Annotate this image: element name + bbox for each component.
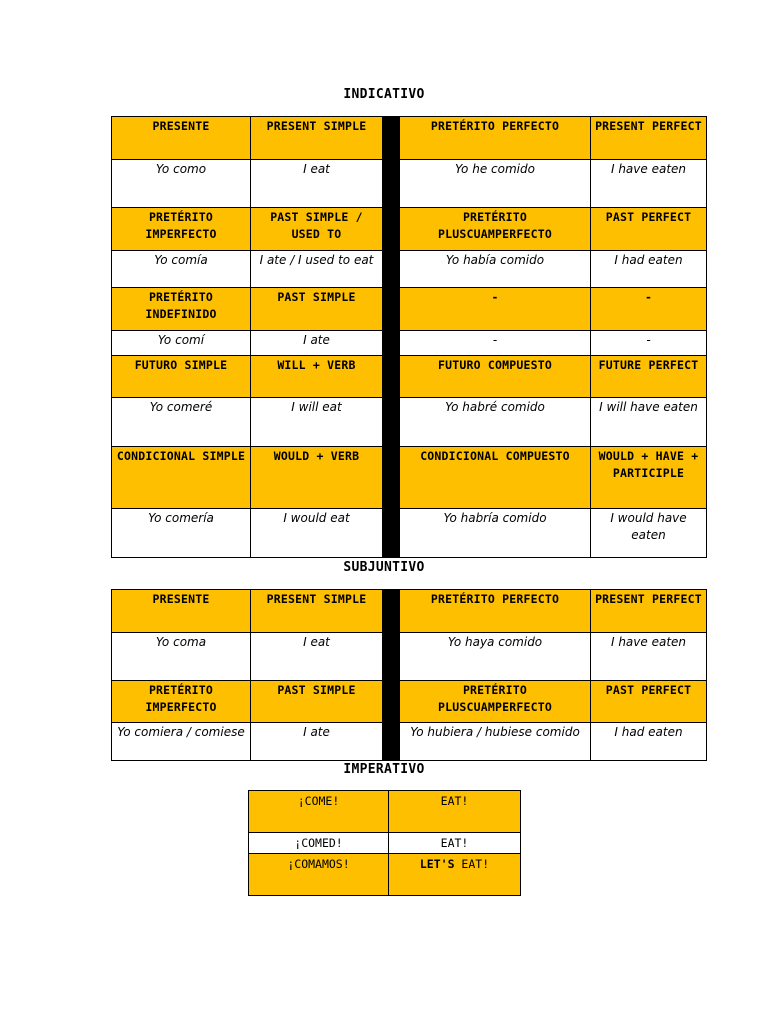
table-cell: I had eaten [591, 251, 707, 288]
table-cell: ¡COMAMOS! [249, 854, 389, 896]
table-cell: PRESENT SIMPLE [251, 590, 383, 633]
table-row [112, 251, 707, 288]
table-cell: I will eat [251, 398, 383, 447]
table-cell: I eat [251, 633, 383, 681]
table-cell: - [400, 331, 591, 356]
table-cell: I ate [251, 723, 383, 761]
table-row [112, 208, 707, 251]
table-cell: PRESENT PERFECT [591, 117, 707, 160]
table-row [112, 590, 707, 633]
table-cell: WOULD + VERB [251, 447, 383, 509]
table-row [112, 160, 707, 208]
table-cell: Yo hubiera / hubiese comido [400, 723, 591, 761]
table-row [112, 331, 707, 356]
table-cell: I will have eaten [591, 398, 707, 447]
table-cell: Yo como [112, 160, 251, 208]
table-cell: PRESENTE [112, 590, 251, 633]
table-row [112, 681, 707, 723]
english-text: EAT! [440, 794, 469, 808]
table-cell [389, 791, 521, 833]
table-row [112, 723, 707, 761]
table-cell: Yo comería [112, 509, 251, 558]
table-row [249, 833, 521, 854]
column-divider [383, 117, 400, 558]
table-cell: WOULD + HAVE + PARTICIPLE [591, 447, 707, 509]
table-cell: Yo he comido [400, 160, 591, 208]
table-cell: PAST SIMPLE [251, 288, 383, 331]
table-cell: WILL + VERB [251, 356, 383, 398]
table-cell: PRETÉRITO IMPERFECTO [112, 208, 251, 251]
table-cell: PRETÉRITO IMPERFECTO [112, 681, 251, 723]
table-cell: ¡COMED! [249, 833, 389, 854]
table-row [112, 356, 707, 398]
imperativo-table [248, 790, 521, 896]
table-cell: PRESENTE [112, 117, 251, 160]
indicativo-table [111, 116, 707, 558]
table-cell: I would have eaten [591, 509, 707, 558]
table-cell: PRETÉRITO PLUSCUAMPERFECTO [400, 681, 591, 723]
table-cell: PRETÉRITO PERFECTO [400, 590, 591, 633]
table-cell: CONDICIONAL COMPUESTO [400, 447, 591, 509]
column-divider [383, 590, 400, 761]
table-cell: Yo habría comido [400, 509, 591, 558]
table-cell: I ate [251, 331, 383, 356]
table-cell: PRESENT PERFECT [591, 590, 707, 633]
indicativo-title: INDICATIVO [343, 87, 425, 102]
table-cell: Yo comiera / comiese [112, 723, 251, 761]
table-cell: PAST SIMPLE / USED TO [251, 208, 383, 251]
table-row [249, 791, 521, 833]
subjuntivo-table [111, 589, 707, 761]
table-cell: ¡COME! [249, 791, 389, 833]
table-cell: PAST SIMPLE [251, 681, 383, 723]
table-cell: FUTURO SIMPLE [112, 356, 251, 398]
table-cell: I had eaten [591, 723, 707, 761]
table-cell: PRETÉRITO INDEFINIDO [112, 288, 251, 331]
table-cell: FUTURE PERFECT [591, 356, 707, 398]
table-row [112, 633, 707, 681]
table-cell: PRETÉRITO PERFECTO [400, 117, 591, 160]
table-cell: Yo comí [112, 331, 251, 356]
table-cell: PAST PERFECT [591, 208, 707, 251]
table-cell: FUTURO COMPUESTO [400, 356, 591, 398]
imperativo-title: IMPERATIVO [343, 762, 425, 777]
table-row [112, 447, 707, 509]
table-row [249, 854, 521, 896]
table-cell: PAST PERFECT [591, 681, 707, 723]
table-cell: CONDICIONAL SIMPLE [112, 447, 251, 509]
table-cell: I would eat [251, 509, 383, 558]
english-text: EAT! [440, 836, 469, 850]
table-cell: Yo coma [112, 633, 251, 681]
table-cell: Yo habré comido [400, 398, 591, 447]
table-cell: Yo haya comido [400, 633, 591, 681]
table-cell: I have eaten [591, 633, 707, 681]
table-row [112, 117, 707, 160]
table-cell: - [591, 331, 707, 356]
table-row [112, 509, 707, 558]
table-row [112, 288, 707, 331]
table-cell: I have eaten [591, 160, 707, 208]
table-cell: I eat [251, 160, 383, 208]
table-cell: PRETÉRITO PLUSCUAMPERFECTO [400, 208, 591, 251]
table-cell: I ate / I used to eat [251, 251, 383, 288]
table-cell [389, 833, 521, 854]
table-cell: Yo comía [112, 251, 251, 288]
table-cell: Yo comeré [112, 398, 251, 447]
table-cell: Yo había comido [400, 251, 591, 288]
table-row [112, 398, 707, 447]
english-text: EAT! [454, 857, 490, 871]
english-bold-text: LET'S [419, 857, 455, 871]
table-cell [389, 854, 521, 896]
table-cell: - [591, 288, 707, 331]
subjuntivo-title: SUBJUNTIVO [343, 560, 425, 575]
table-cell: PRESENT SIMPLE [251, 117, 383, 160]
table-cell: - [400, 288, 591, 331]
